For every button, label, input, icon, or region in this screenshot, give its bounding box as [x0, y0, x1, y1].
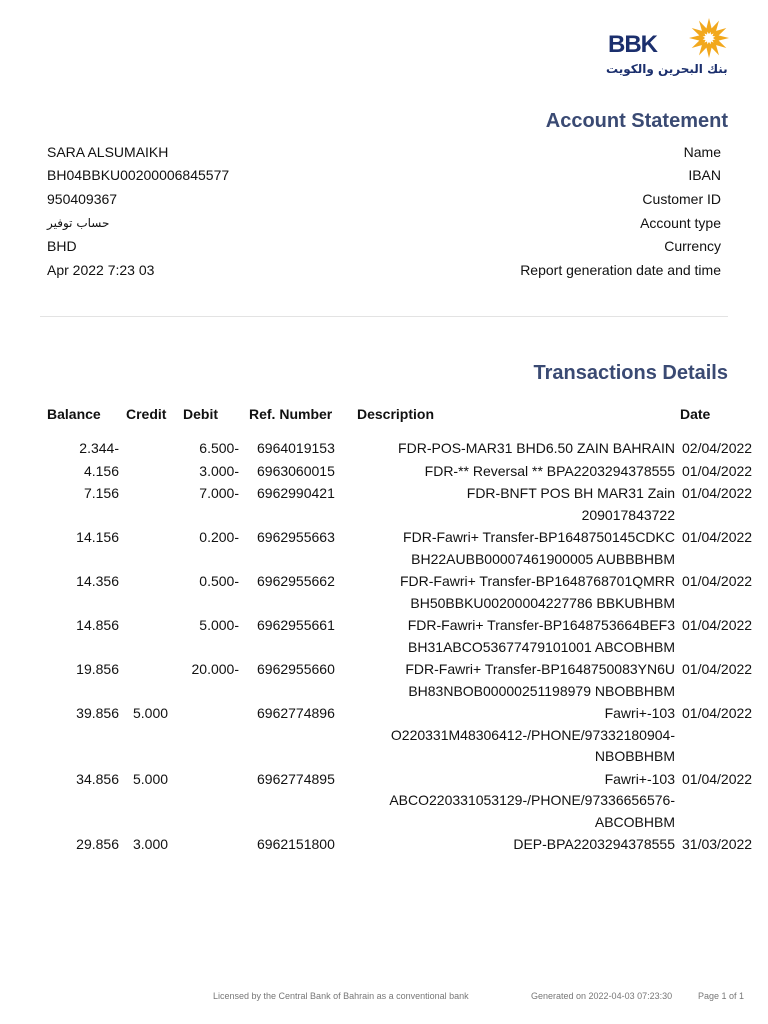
debit-cell: 20.000-: [191, 661, 239, 677]
description-line: BH83NBOB00000251198979 NBOBBHBM: [408, 682, 675, 699]
table-row: [40, 769, 766, 835]
balance-cell: 14.856: [76, 617, 119, 633]
customer-id-label: Customer ID: [642, 191, 721, 207]
transactions-table: [40, 401, 766, 857]
info-row-iban: [47, 167, 721, 189]
description-line: FDR-** Reversal ** BPA2203294378555: [424, 462, 675, 479]
debit-cell: 3.000-: [199, 462, 239, 479]
date-cell: 01/04/2022: [682, 661, 753, 677]
description-line: DEP-BPA2203294378555: [513, 836, 675, 852]
description-cell: [353, 769, 675, 835]
debit-cell: 7.000-: [199, 485, 239, 501]
report-date-value: Apr 2022 7:23 03: [47, 262, 155, 278]
credit-cell: 5.000: [133, 705, 169, 721]
page-title: Account Statement: [545, 110, 728, 132]
table-row: [40, 438, 766, 461]
description-line: ABCOBHBM: [594, 813, 675, 830]
table-row: [40, 461, 766, 484]
date-cell: 01/04/2022: [682, 485, 753, 501]
ref-number-cell: 6962955661: [257, 617, 335, 633]
column-header-ref-number: Ref. Number: [249, 406, 333, 422]
footer-page: Page 1 of 1: [698, 991, 745, 1001]
table-row: [40, 483, 766, 527]
balance-cell: 19.856: [76, 661, 119, 677]
ref-number-cell: 6962774896: [257, 705, 335, 721]
debit-cell: 5.000-: [199, 617, 239, 633]
credit-cell: [119, 483, 174, 527]
ref-number-cell: 6962990421: [257, 485, 335, 501]
balance-cell: 14.356: [76, 573, 119, 589]
description-cell: [353, 483, 675, 527]
credit-cell: [119, 438, 174, 461]
date-cell: 01/04/2022: [682, 573, 753, 589]
balance-cell: 14.156: [76, 529, 119, 545]
balance-cell: 4.156: [83, 462, 119, 479]
bbk-logo-mark: [606, 10, 738, 62]
debit-cell: [174, 703, 239, 769]
credit-cell: [119, 527, 174, 571]
report-date-label: Report generation date and time: [520, 262, 721, 278]
info-row-report-date: [47, 262, 721, 284]
ref-number-cell: 6962955660: [257, 661, 335, 677]
bbk-logo-text: BBK: [608, 31, 657, 58]
info-row-currency: [47, 238, 721, 260]
description-line: NBOBBHBM: [594, 748, 675, 764]
balance-cell: 2.344-: [79, 440, 119, 456]
description-line: ABCO220331053129-/PHONE/97336656576-: [389, 792, 675, 808]
table-header-row: [40, 401, 766, 438]
credit-cell: [119, 571, 174, 615]
credit-cell: [119, 659, 174, 703]
footer-license: Licensed by the Central Bank of Bahrain as a conventional bank: [213, 991, 469, 1001]
description-line: BH22AUBB00007461900005 AUBBBHBM: [411, 550, 675, 567]
table-row: [40, 571, 766, 615]
description-line: 209017843722: [581, 506, 675, 523]
description-line: FDR-Fawri+ Transfer-BP1648768701QMRR: [399, 573, 675, 589]
debit-cell: 6.500-: [199, 440, 239, 456]
date-cell: 02/04/2022: [682, 440, 753, 456]
description-line: Fawri+-103: [604, 770, 675, 787]
bbk-logo-arabic: بنك البحرين والكويت: [606, 62, 728, 76]
date-cell: 01/04/2022: [682, 770, 753, 787]
column-header-credit: Credit: [126, 406, 167, 422]
date-cell: 31/03/2022: [682, 836, 753, 852]
currency-label: Currency: [664, 238, 721, 254]
currency-value: BHD: [47, 238, 77, 254]
customer-id-value: 950409367: [47, 191, 118, 207]
description-line: Fawri+-103: [604, 705, 675, 721]
ref-number-cell: 6963060015: [257, 462, 335, 479]
description-cell: [353, 527, 675, 571]
iban-value: BH04BBKU00200006845577: [47, 167, 230, 183]
description-cell: [353, 461, 675, 484]
balance-cell: 7.156: [83, 485, 119, 501]
description-cell: [353, 438, 675, 461]
description-line: BH50BBKU00200004227786 BBKUBHBM: [410, 594, 675, 611]
ref-number-cell: 6964019153: [257, 440, 335, 456]
column-header-balance: Balance: [47, 406, 101, 422]
date-cell: 01/04/2022: [682, 529, 753, 545]
footer-generated: Generated on 2022-04-03 07:23:30: [531, 991, 673, 1001]
credit-cell: [119, 461, 174, 484]
description-line: FDR-BNFT POS BH MAR31 Zain: [466, 485, 675, 501]
account-type-label: Account type: [640, 215, 721, 231]
bbk-logo: [606, 10, 738, 82]
column-header-description: Description: [357, 406, 435, 422]
date-cell: 01/04/2022: [682, 617, 753, 633]
debit-cell: 0.500-: [199, 573, 239, 589]
debit-cell: [174, 769, 239, 835]
column-header-date: Date: [680, 406, 711, 422]
table-row: [40, 615, 766, 659]
description-cell: [353, 571, 675, 615]
date-cell: 01/04/2022: [682, 462, 753, 479]
credit-cell: [119, 615, 174, 659]
description-cell: [353, 703, 675, 769]
description-cell: [353, 659, 675, 703]
description-line: FDR-Fawri+ Transfer-BP1648750083YN6U: [405, 661, 675, 677]
info-row-account-type: [47, 215, 721, 237]
account-type-value: حساب توفير: [47, 216, 110, 230]
description-line: FDR-POS-MAR31 BHD6.50 ZAIN BAHRAIN: [398, 440, 675, 456]
transactions-body: [40, 438, 766, 857]
description-cell: [353, 834, 675, 857]
transactions-title: Transactions Details: [533, 362, 728, 384]
description-line: BH31ABCO53677479101001 ABCOBHBM: [408, 638, 675, 655]
balance-cell: 34.856: [76, 770, 119, 787]
balance-cell: 39.856: [76, 705, 119, 721]
iban-label: IBAN: [688, 167, 721, 183]
date-cell: 01/04/2022: [682, 705, 753, 721]
section-divider: [40, 316, 728, 317]
column-header-debit: Debit: [183, 406, 218, 422]
ref-number-cell: 6962151800: [257, 836, 335, 852]
description-cell: [353, 615, 675, 659]
sun-star-icon: [689, 18, 729, 58]
table-row: [40, 703, 766, 769]
table-row: [40, 527, 766, 571]
balance-cell: 29.856: [76, 836, 119, 852]
ref-number-cell: 6962774895: [257, 770, 335, 787]
name-label: Name: [683, 144, 721, 160]
ref-number-cell: 6962955663: [257, 529, 335, 545]
description-line: FDR-Fawri+ Transfer-BP1648750145CDKC: [403, 529, 675, 545]
info-row-name: [47, 144, 721, 166]
debit-cell: [174, 834, 239, 857]
debit-cell: 0.200-: [199, 529, 239, 545]
description-line: O220331M48306412-/PHONE/97332180904-: [390, 726, 675, 743]
description-line: FDR-Fawri+ Transfer-BP1648753664BEF3: [407, 617, 675, 633]
table-row: [40, 834, 766, 857]
table-row: [40, 659, 766, 703]
credit-cell: 3.000: [133, 836, 169, 852]
credit-cell: 5.000: [133, 770, 169, 787]
info-row-customer-id: [47, 191, 721, 213]
name-value: SARA ALSUMAIKH: [47, 144, 169, 160]
ref-number-cell: 6962955662: [257, 573, 335, 589]
